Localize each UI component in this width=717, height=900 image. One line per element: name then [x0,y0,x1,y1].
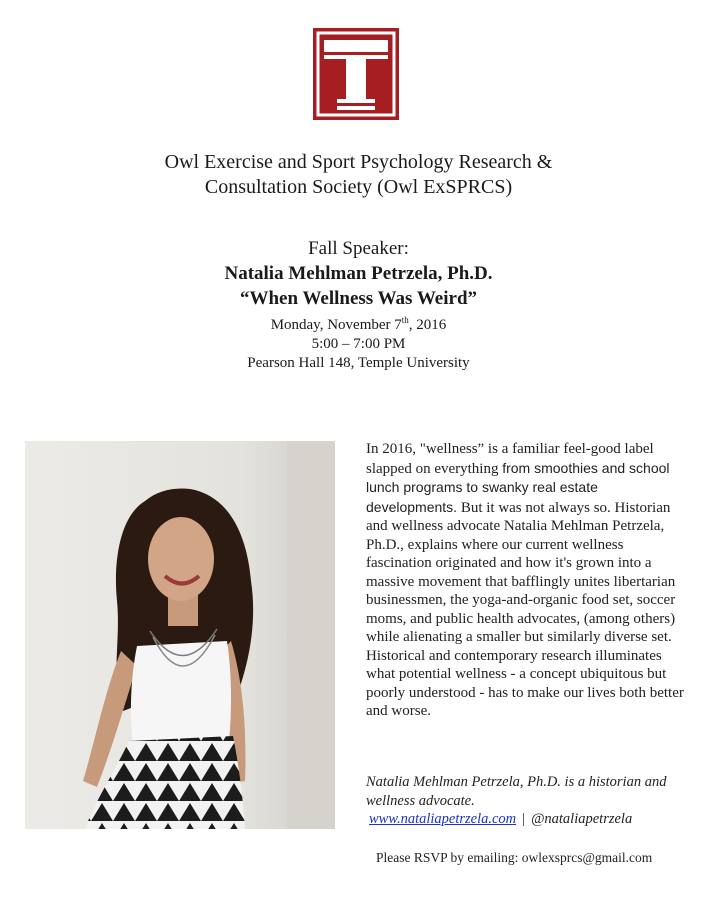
event-time: 5:00 – 7:00 PM [311,336,406,352]
temple-t-icon [313,28,399,120]
speaker-links [369,810,699,829]
event-details [0,237,717,373]
event-location: Pearson Hall 148, Temple University [247,355,470,371]
description-part-2: from smoothies and school lunch programs to swanky real estate developments. [366,459,670,515]
organization-name [0,150,717,200]
speaker-bio: Natalia Mehlman Petrzela, Ph.D. is a historian and wellness advocate. [366,774,667,809]
event-series: Fall Speaker: [308,238,409,259]
speaker-name: Natalia Mehlman Petrzela, Ph.D. [224,263,493,284]
speaker-portrait-image [25,441,335,829]
description-part-1: In 2016, "wellness” is a familiar feel-good label slapped on everything [366,441,654,477]
event-year: , 2016 [408,317,447,333]
website-link[interactable]: www.nataliapetrzela.com [369,811,517,827]
organization-line-2: Consultation Society (Owl ExSPRCS) [204,176,513,198]
organization-line-1: Owl Exercise and Sport Psychology Research & [164,151,553,173]
event-date-prefix: Monday, November 7 [270,317,402,333]
event-date-suffix: th [401,315,409,325]
temple-logo [313,28,399,120]
event-date [0,311,717,335]
rsvp-text: Please RSVP by emailing: owlexsprcs@gmail.com [376,850,653,865]
talk-title: “When Wellness Was Weird” [239,288,478,309]
description-part-3: But it was not always so. Historian and wellness advocate Natalia Mehlman Petrzela, Ph.D., explains where our current wellness fascination originated and how it's grown into a massive movement that bafflingly unites libertarian businessmen, the yoga-and-organic food set, soccer moms, and public health advocates, (among others) while alienating a smaller but similarly diverse set. Historical and contemporary research illuminates what potential wellness - a concept ubiquitous but poorly understood - has to make our lives both better and worse. [366,499,684,719]
speaker-photo [25,441,335,829]
social-handle: @nataliapetrzela [531,811,633,827]
event-description [366,440,686,721]
link-separator: | [522,811,526,827]
